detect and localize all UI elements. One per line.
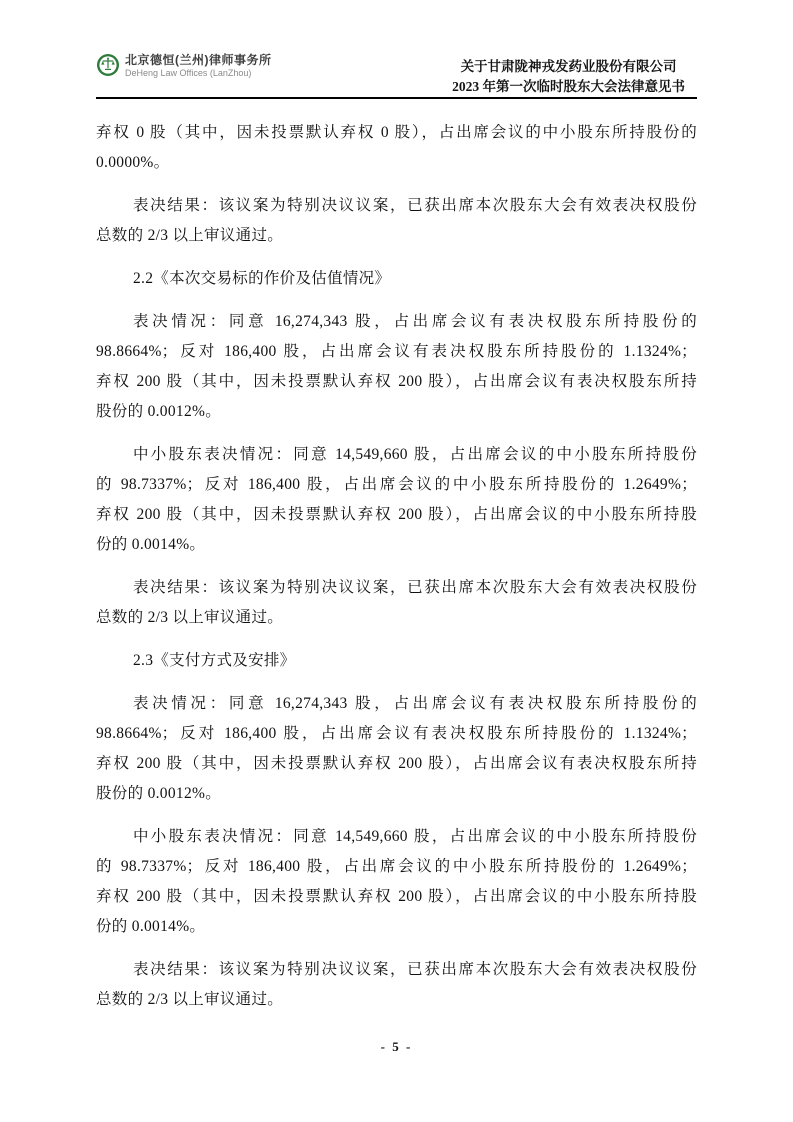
section-heading-2-3 (96, 646, 697, 676)
text-line: 中小股东表决情况：同意 14,549,660 股，占出席会议的中小股东所持股份 (133, 828, 697, 845)
text-line: 股份的 0.0012%。 (96, 785, 222, 802)
text-line: 弃权 200 股（其中，因未投票默认弃权 200 股），占出席会议的中小股东所持股 (96, 888, 697, 905)
law-firm-brand (96, 50, 272, 79)
paragraph-vote-detail (96, 307, 697, 427)
text-line: 总数的 2/3 以上审议通过。 (96, 609, 284, 626)
document-title (452, 50, 697, 97)
paragraph-minority-vote-detail (96, 440, 697, 560)
heading-line: 2.2《本次交易标的作价及估值情况》 (133, 270, 391, 287)
text-line: 表决结果：该议案为特别决议议案，已获出席本次股东大会有效表决权股份 (133, 961, 697, 978)
text-line: 股份的 0.0012%。 (96, 403, 222, 420)
paragraph-vote-result (96, 573, 697, 633)
firm-name-cn: 北京德恒(兰州)律师事务所 (125, 53, 272, 67)
paragraph-minority-vote-detail (96, 822, 697, 942)
text-line: 表决结果：该议案为特别决议议案，已获出席本次股东大会有效表决权股份 (133, 579, 697, 596)
firm-name-block (125, 53, 272, 79)
text-line: 弃权 200 股（其中，因未投票默认弃权 200 股），占出席会议的中小股东所持股 (96, 506, 697, 523)
text-line: 份的 0.0014%。 (96, 536, 206, 553)
text-line: 弃权 0 股（其中，因未投票默认弃权 0 股），占出席会议的中小股东所持股份的 (96, 124, 697, 141)
text-line: 弃权 200 股（其中，因未投票默认弃权 200 股），占出席会议有表决权股东所持 (96, 755, 697, 772)
text-line: 中小股东表决情况：同意 14,549,660 股，占出席会议的中小股东所持股份 (133, 446, 697, 463)
text-line: 表决结果：该议案为特别决议议案，已获出席本次股东大会有效表决权股份 (133, 197, 697, 214)
paragraph-continuation (96, 118, 697, 178)
text-line: 弃权 200 股（其中，因未投票默认弃权 200 股），占出席会议有表决权股东所持 (96, 373, 697, 390)
page-header (96, 50, 697, 99)
text-line: 总数的 2/3 以上审议通过。 (96, 227, 284, 244)
text-line: 的 98.7337%；反对 186,400 股，占出席会议的中小股东所持股份的 1.2649%； (96, 476, 697, 493)
text-line: 98.8664%；反对 186,400 股，占出席会议有表决权股东所持股份的 1.1324%； (96, 343, 697, 360)
text-line: 表决情况：同意 16,274,343 股，占出席会议有表决权股东所持股份的 (133, 313, 697, 330)
text-line: 表决情况：同意 16,274,343 股，占出席会议有表决权股东所持股份的 (133, 695, 697, 712)
doc-title-line-2: 2023 年第一次临时股东大会法律意见书 (452, 79, 685, 94)
text-line: 份的 0.0014%。 (96, 918, 206, 935)
section-heading-2-2 (96, 264, 697, 294)
scales-of-justice-logo-icon (96, 53, 120, 77)
paragraph-vote-result (96, 191, 697, 251)
text-line: 的 98.7337%；反对 186,400 股，占出席会议的中小股东所持股份的 1.2649%； (96, 858, 697, 875)
page-footer (0, 1039, 793, 1055)
paragraph-vote-detail (96, 689, 697, 809)
document-body (96, 118, 697, 1028)
paragraph-vote-result (96, 955, 697, 1015)
text-line: 98.8664%；反对 186,400 股，占出席会议有表决权股东所持股份的 1.1324%； (96, 725, 697, 742)
text-line: 总数的 2/3 以上审议通过。 (96, 991, 284, 1008)
page-number: - 5 - (380, 1039, 413, 1054)
heading-line: 2.3《支付方式及安排》 (133, 652, 296, 669)
text-line: 0.0000%。 (96, 154, 170, 171)
firm-name-en: DeHeng Law Offices (LanZhou) (125, 68, 252, 78)
doc-title-line-1: 关于甘肃陇神戎发药业股份有限公司 (460, 59, 677, 74)
